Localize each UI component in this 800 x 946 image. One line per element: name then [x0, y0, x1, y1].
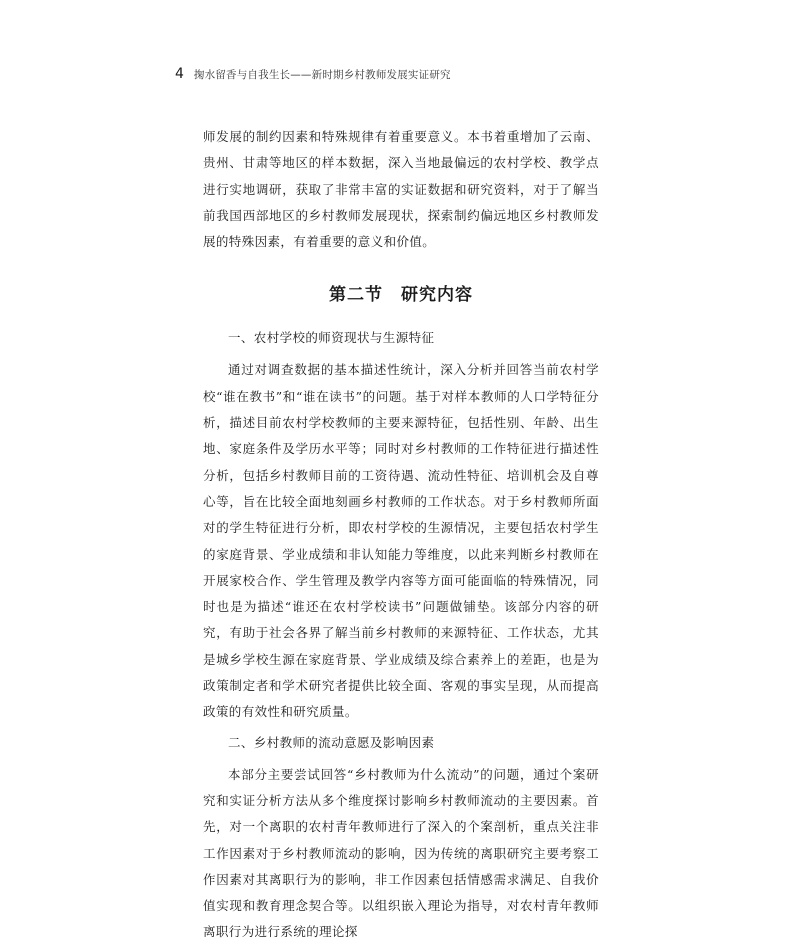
- running-header-title: 掬水留香与自我生长——新时期乡村教师发展实证研究: [193, 69, 451, 81]
- intro-paragraph: 师发展的制约因素和特殊规律有着重要意义。本书着重增加了云南、贵州、甘肃等地区的样本数据，深入当地最偏远的农村学校、教学点进行实地调研，获取了非常丰富的实证数据和研究资料，对于了解当前我国西部地区的乡村教师发展现状，探索制约偏远地区乡村教师发展的特殊因素，有着重要的意义和价值。: [203, 129, 599, 250]
- page-number: 4: [175, 66, 184, 82]
- subsection-heading-2: 二、乡村教师的流动意愿及影响因素: [228, 734, 435, 750]
- page-body: [203, 124, 599, 946]
- subsection-paragraph-2: 本部分主要尝试回答“乡村教师为什么流动”的问题，通过个案研究和实证分析方法从多个维度探讨影响乡村教师流动的主要因素。首先，对一个离职的农村青年教师进行了深入的个案剖析，重点关注非工作因素对于乡村教师流动的影响，因为传统的离职研究主要考察工作因素对其离职行为的影响，非工作因素包括情感需求满足、自我价值实现和教育理念契合等。以组织嵌入理论为指导，对农村青年教师离职行为进行系统的理论探: [203, 766, 599, 940]
- subsection-paragraph-1: 通过对调查数据的基本描述性统计，深入分析并回答当前农村学校“谁在教书”和“谁在读书”的问题。基于对样本教师的人口学特征分析，描述目前农村学校教师的主要来源特征，包括性别、年龄、出生地、家庭条件及学历水平等；同时对乡村教师的工作特征进行描述性分析，包括乡村教师目前的工资待遇、流动性特征、培训机会及自尊心等，旨在比较全面地刻画乡村教师的工作状态。对于乡村教师所面对的学生特征进行分析，即农村学校的生源情况，主要包括农村学生的家庭背景、学业成绩和非认知能力等维度，以此来判断乡村教师在开展家校合作、学生管理及教学内容等方面可能面临的特殊情况，同时也是为描述“谁还在农村学校读书”问题做铺垫。该部分内容的研究，有助于社会各界了解当前乡村教师的来源特征、工作状态，尤其是城乡学校生源在家庭背景、学业成绩及综合素养上的差距，也是为政策制定者和学术研究者提供比较全面、客观的事实呈现，从而提高政策的有效性和研究质量。: [203, 362, 599, 720]
- running-header: [175, 66, 635, 86]
- subsection-heading-1: 一、农村学校的师资现状与生源特征: [228, 330, 435, 346]
- section-title: 第二节 研究内容: [329, 285, 473, 306]
